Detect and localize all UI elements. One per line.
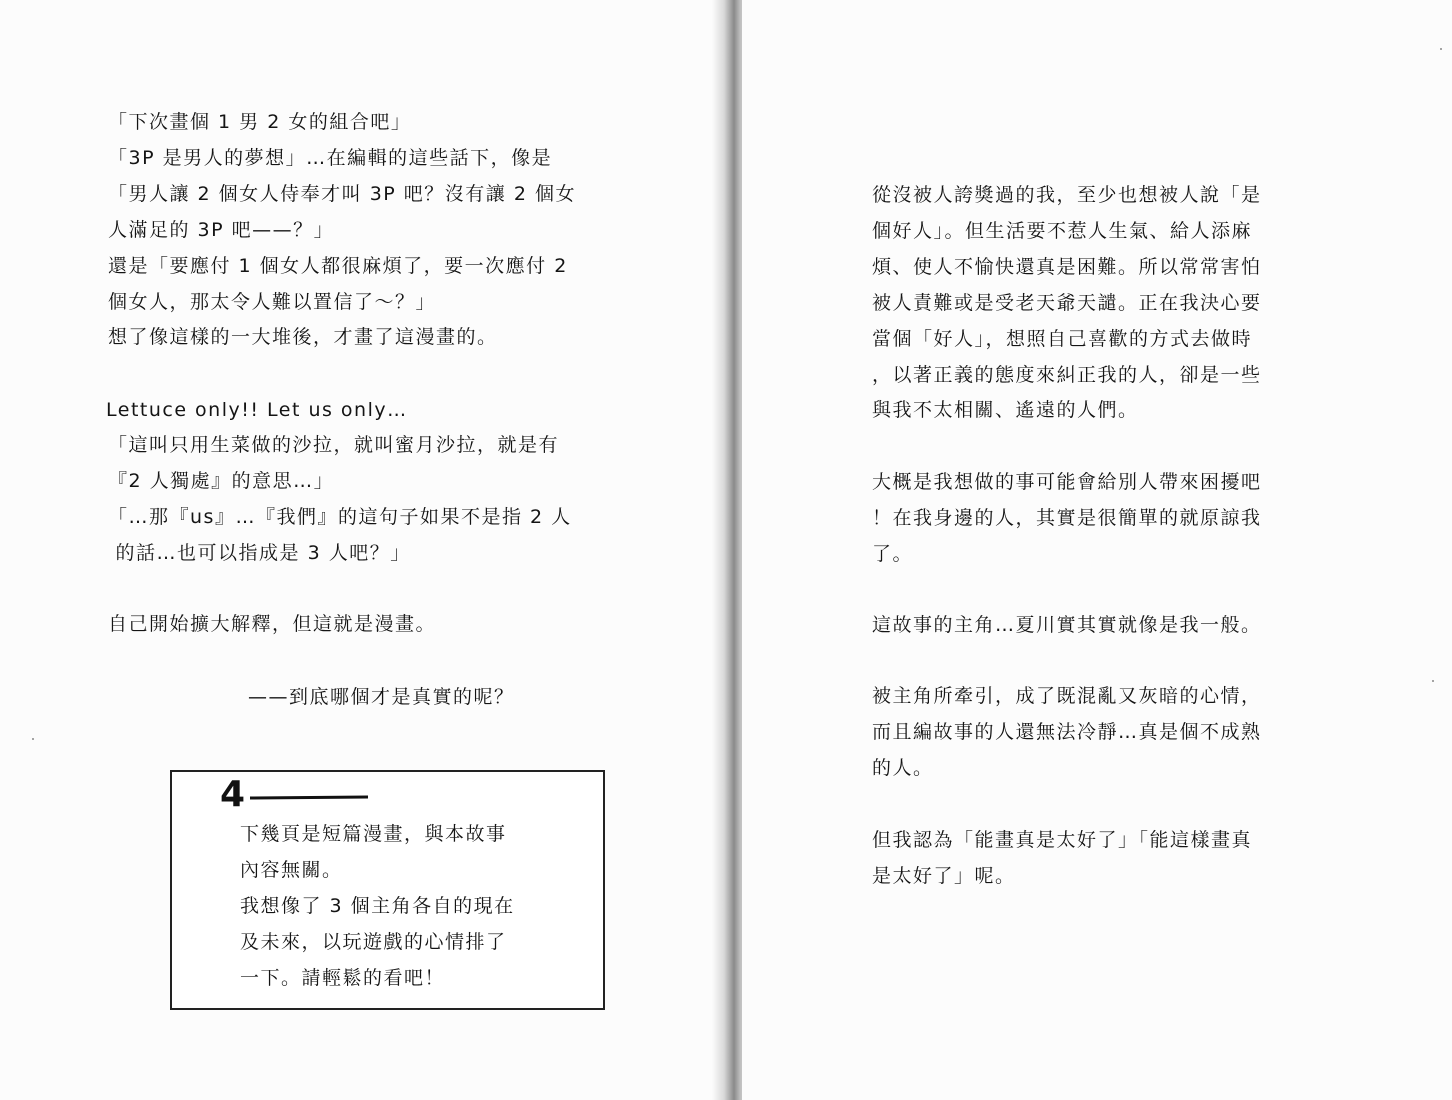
note-line: 下幾頁是短篇漫畫，與本故事: [240, 823, 507, 845]
note-line: 一下。請輕鬆的看吧！: [240, 967, 446, 989]
text-line: 了。: [872, 543, 914, 565]
text-line: 自己開始擴大解釋，但這就是漫畫。: [108, 613, 437, 635]
text-line: 『2 人獨處』的意思…」: [108, 470, 335, 492]
left-page: [0, 0, 722, 1100]
text-line: 煩、使人不愉快還真是困難。所以常常害怕: [872, 256, 1262, 278]
text-line: 想了像這樣的一大堆後，才畫了這漫畫的。: [108, 326, 498, 348]
text-line: Lettuce only!! Let us only…: [106, 399, 408, 421]
centered-line: ——到底哪個才是真實的呢？: [248, 686, 515, 708]
text-line: 「3P 是男人的夢想」…在編輯的這些話下，像是: [108, 147, 553, 169]
text-line: 「…那『us』…『我們』的這句子如果不是指 2 人: [108, 506, 572, 528]
note-number: 4: [220, 774, 246, 815]
note-box: [170, 770, 605, 1010]
text-line: 當個「好人」，想照自己喜歡的方式去做時: [872, 328, 1253, 350]
text-line: 的人。: [872, 757, 934, 779]
right-page: [742, 0, 1452, 1100]
note-line: 我想像了 3 個主角各自的現在: [240, 895, 515, 917]
text-line: 是太好了」呢。: [872, 865, 1016, 887]
text-line: 「這叫只用生菜做的沙拉，就叫蜜月沙拉，就是有: [108, 434, 560, 456]
text-line: 還是「要應付 1 個女人都很麻煩了，要一次應付 2: [108, 255, 568, 277]
text-line: 個女人，那太令人難以置信了～？」: [108, 291, 437, 313]
scan-speck: [1432, 680, 1434, 682]
text-line: 而且編故事的人還無法冷靜…真是個不成熟: [872, 721, 1262, 743]
text-line: 「男人讓 2 個女人侍奉才叫 3P 吧？沒有讓 2 個女: [108, 183, 576, 205]
note-line: 及未來，以玩遊戲的心情排了: [240, 931, 507, 953]
text-line: 這故事的主角…夏川實其實就像是我一般。: [872, 614, 1262, 636]
text-line: 從沒被人誇獎過的我，至少也想被人說「是: [872, 184, 1262, 206]
text-line: 人滿足的 3P 吧——？」: [108, 219, 335, 241]
text-line: 的話…也可以指成是 3 人吧？」: [108, 542, 411, 564]
text-line: ，以著正義的態度來糾正我的人，卻是一些: [872, 364, 1262, 386]
text-line: 被人責難或是受老天爺天譴。正在我決心要: [872, 292, 1262, 314]
text-line: 被主角所牽引，成了既混亂又灰暗的心情，: [872, 685, 1262, 707]
scan-speck: [32, 738, 34, 740]
text-line: ！在我身邊的人，其實是很簡單的就原諒我: [872, 507, 1262, 529]
scan-speck: [1440, 48, 1442, 50]
note-rule: [250, 795, 368, 799]
text-line: 「下次畫個 1 男 2 女的組合吧」: [108, 111, 412, 133]
note-line: 內容無關。: [240, 859, 343, 881]
text-line: 但我認為「能畫真是太好了」「能這樣畫真: [872, 829, 1253, 851]
text-line: 與我不太相關、遙遠的人們。: [872, 399, 1139, 421]
text-line: 個好人」。但生活要不惹人生氣、給人添麻: [872, 220, 1253, 242]
text-line: 大概是我想做的事可能會給別人帶來困擾吧: [872, 471, 1262, 493]
